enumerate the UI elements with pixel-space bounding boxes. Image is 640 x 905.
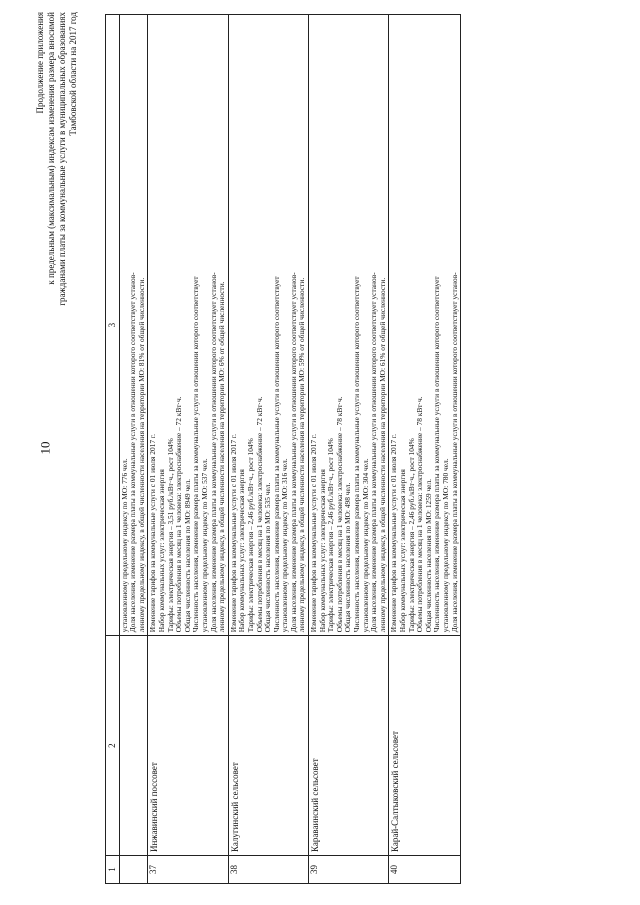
description-line: установленному предельному индексу по МО: 780 чел. (440, 458, 450, 633)
description-line: Доля населения, изменение размера платы за коммунальные услуги в отношении которого соответствует установ- (369, 272, 379, 633)
description-line: Объемы потребления в месяц на 1 человека: электроснабжение – 78 кВт·ч. (415, 396, 425, 633)
description-line: Набор коммунальных услуг: электрическая энергия (156, 469, 166, 633)
column-header: 2 (106, 636, 120, 856)
description-line: установленному предельному индексу по МО: 304 чел. (360, 458, 370, 633)
description-line: Доля населения, изменение размера платы за коммунальные услуги в отношении которого соответствует установ- (288, 272, 298, 633)
description-line: Доля населения, изменение размера платы за коммунальные услуги в отношении которого соответствует установ- (128, 272, 138, 633)
description-line: установленному предельному индексу по МО: 316 чел. (280, 458, 290, 633)
row-description (228, 15, 308, 636)
description-line: Численность населения, изменение размера платы за коммунальные услуги в отношении которого соответствует (271, 276, 281, 633)
rotated-page (10, 2, 630, 902)
indices-table (105, 14, 461, 884)
description-line: Тарифы: электрическая энергия – 3,51 руб./кВт·ч., рост 104% (165, 438, 175, 633)
description-line: Тарифы: электрическая энергия – 2,46 руб./кВт·ч., рост 104% (406, 438, 416, 633)
description-line: ленному предельному индексу, в общей численности населения на территории МО: 81% от общей численности. (136, 277, 146, 633)
header-line: гражданами платы за коммунальные услуги в муниципальных образованиях (57, 12, 67, 306)
description-line: Объемы потребления в месяц на 1 человека: электроснабжение – 78 кВт·ч. (334, 396, 344, 633)
description-line: Набор коммунальных услуг: электрическая энергия (398, 469, 407, 633)
description-line: Численность населения, изменение размера платы за коммунальные услуги в отношении которого соответствует (191, 276, 201, 633)
description-line: Набор коммунальных услуг: электрическая энергия (317, 469, 327, 633)
description-line: Объемы потребления в месяц на 1 человека: электроснабжение – 72 кВт·ч. (254, 396, 264, 633)
municipality-name: Караваинский сельсовет (309, 636, 389, 856)
description-line: ленному предельному индексу, в общей численности населения на территории МО: 61% от общей численности. (377, 277, 387, 633)
header-line: Тамбовской области на 2017 год (68, 12, 78, 136)
table-header-row (106, 15, 120, 884)
row-number: 37 (148, 856, 228, 884)
description-line: Изменение тарифов на коммунальные услуги с 01 июля 2017 г. (148, 434, 158, 633)
description-line: Численность населения, изменение размера платы за коммунальные услуги в отношении которого соответствует (432, 276, 442, 633)
table-row (119, 15, 148, 884)
row-number (119, 856, 148, 884)
municipality-name: Инжавинский поссовет (148, 636, 228, 856)
description-line: Общая численность населения по МО: 498 чел. (343, 482, 353, 633)
header-line: Продолжение приложения (35, 12, 45, 114)
description-line: Объемы потребления в месяц на 1 человека: электроснабжение – 72 кВт·ч. (174, 396, 184, 633)
description-line: Тарифы: электрическая энергия – 2,46 руб./кВт·ч., рост 104% (245, 438, 255, 633)
column-header: 3 (106, 15, 120, 636)
description-line: Изменение тарифов на коммунальные услуги с 01 июля 2017 г. (389, 434, 399, 633)
row-description (148, 15, 228, 636)
municipality-name: Калугинский сельсовет (228, 636, 308, 856)
description-line: Общая численность населения по МО: 8949 чел. (182, 479, 192, 633)
municipality-name: Карай-Салтыковский сельсовет (389, 636, 461, 856)
description-line: Общая численность населения по МО: 1259 чел. (423, 479, 433, 633)
row-description (389, 15, 461, 636)
table-row (389, 15, 461, 884)
description-line: Тарифы: электрическая энергия – 2,46 руб./кВт·ч., рост 104% (326, 438, 336, 633)
row-number: 39 (309, 856, 389, 884)
description-line: установленному предельному индексу по МО: 537 чел. (199, 458, 209, 633)
description-line: Изменение тарифов на коммунальные услуги с 01 июля 2017 г. (309, 434, 319, 633)
column-header: 1 (106, 856, 120, 884)
description-line: установленному предельному индексу по МО: 776 чел. (119, 458, 129, 633)
description-line: Численность населения, изменение размера платы за коммунальные услуги в отношении которого соответствует (352, 276, 362, 633)
row-number: 38 (228, 856, 308, 884)
municipality-name (119, 636, 148, 856)
row-description (119, 15, 148, 636)
row-description (309, 15, 389, 636)
table-row (228, 15, 308, 884)
header-line: к предельным (максимальным) индексам изменения размера вносимой (46, 12, 56, 285)
description-line: ленному предельному индексу, в общей численности населения на территории МО: 6% от общей численности. (217, 281, 227, 633)
description-line: Изменение тарифов на коммунальные услуги с 01 июля 2017 г. (228, 434, 238, 633)
row-number: 40 (389, 856, 461, 884)
table-row (148, 15, 228, 884)
description-line: Доля населения, изменение размера платы за коммунальные услуги в отношении которого соответствует установ- (208, 272, 218, 633)
description-line: Доля населения, изменение размера платы за коммунальные услуги в отношении которого соответствует установ- (449, 272, 459, 633)
description-line: Набор коммунальных услуг: электрическая энергия (237, 469, 247, 633)
description-line: Общая численность населения по МО: 535 чел. (263, 482, 273, 633)
appendix-header (35, 12, 79, 372)
table-row (309, 15, 389, 884)
page-number: 10 (37, 441, 53, 455)
description-line: ленному предельному индексу, в общей численности населения на территории МО: 59% от общей численности. (297, 277, 307, 633)
